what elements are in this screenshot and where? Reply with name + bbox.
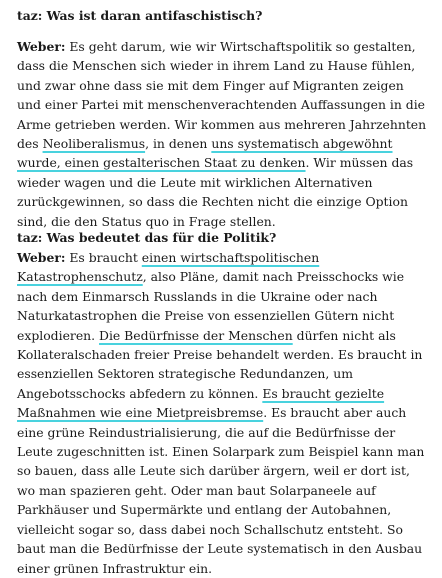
answer-text: . Es braucht aber auch eine grüne Reindustrialisierung, die auf die Bedürfnisse der Leute zugeschnitten ist. Einen Solarpark zum Beispiel kann man so bauen, dass alle Leute sich darüber ärgern, weil er dort ist, wo man spazieren geht. Oder man baut Solarpaneele auf Parkhäuser und Supermärkte und entlang der Autobahnen, vielleicht sogar so, dass dabei noch Schallschutz entsteht. So baut man die Bedürfnisse der Leute systematisch in den Ausbau einer grünen Infrastruktur ein. xyxy=(17,405,425,576)
highlighted-phrase: Die Bedürfnisse der Menschen xyxy=(99,327,293,343)
highlighted-phrase: Es braucht gezielte Maßnahmen wie eine Mietpreisbremse xyxy=(17,385,385,421)
answer-text: Es braucht xyxy=(65,250,142,265)
interview-question-1: taz: Was ist daran antifaschistisch? xyxy=(17,8,263,23)
speaker-label: Weber: xyxy=(17,39,66,54)
answer-text: . Wir müssen das wieder wagen und die Leute mit wirklichen Alternativen zurückgewinnen, so dass die Rechten nicht die einzige Option sind, die den Status quo in Frage stellen. xyxy=(17,155,414,229)
highlighted-phrase: Neoliberalismus xyxy=(42,136,146,152)
interview-answer-2 xyxy=(17,248,429,578)
highlighted-phrase: uns systematisch abgewöhnt wurde, einen gestalterischen Staat zu denken xyxy=(17,136,393,171)
answer-text: , in denen xyxy=(145,136,212,152)
speaker-label: Weber: xyxy=(17,250,66,265)
answer-text: , also Pläne, damit nach Preisschocks wie nach dem Einmarsch Russlands in die Ukraine oder nach Naturkatastrophen die Preise von essenziellen Gütern nicht explodieren. xyxy=(17,269,405,343)
interview-question-2: taz: Was bedeutet das für die Politik? xyxy=(17,230,277,245)
answer-text: Es geht darum, wie wir Wirtschaftspolitik so gestalten, dass die Menschen sich wieder in ihrem Land zu Hause fühlen, und zwar ohne dass sie mit dem Finger auf Migranten zeigen und einer Partei mit menschenverachtenden Auffassungen in die Arme getrieben werden. Wir kommen aus mehreren Jahrzehnten des xyxy=(17,39,427,152)
interview-answer-1 xyxy=(17,37,429,231)
highlighted-phrase: einen wirtschaftspolitischen Katastrophenschutz xyxy=(17,250,320,285)
answer-text: dürfen nicht als Kollateralschaden freier Preise behandelt werden. Es braucht in essenziellen Sektoren strategische Redundanzen, um Angebotsschocks abfedern zu können. xyxy=(17,327,423,401)
